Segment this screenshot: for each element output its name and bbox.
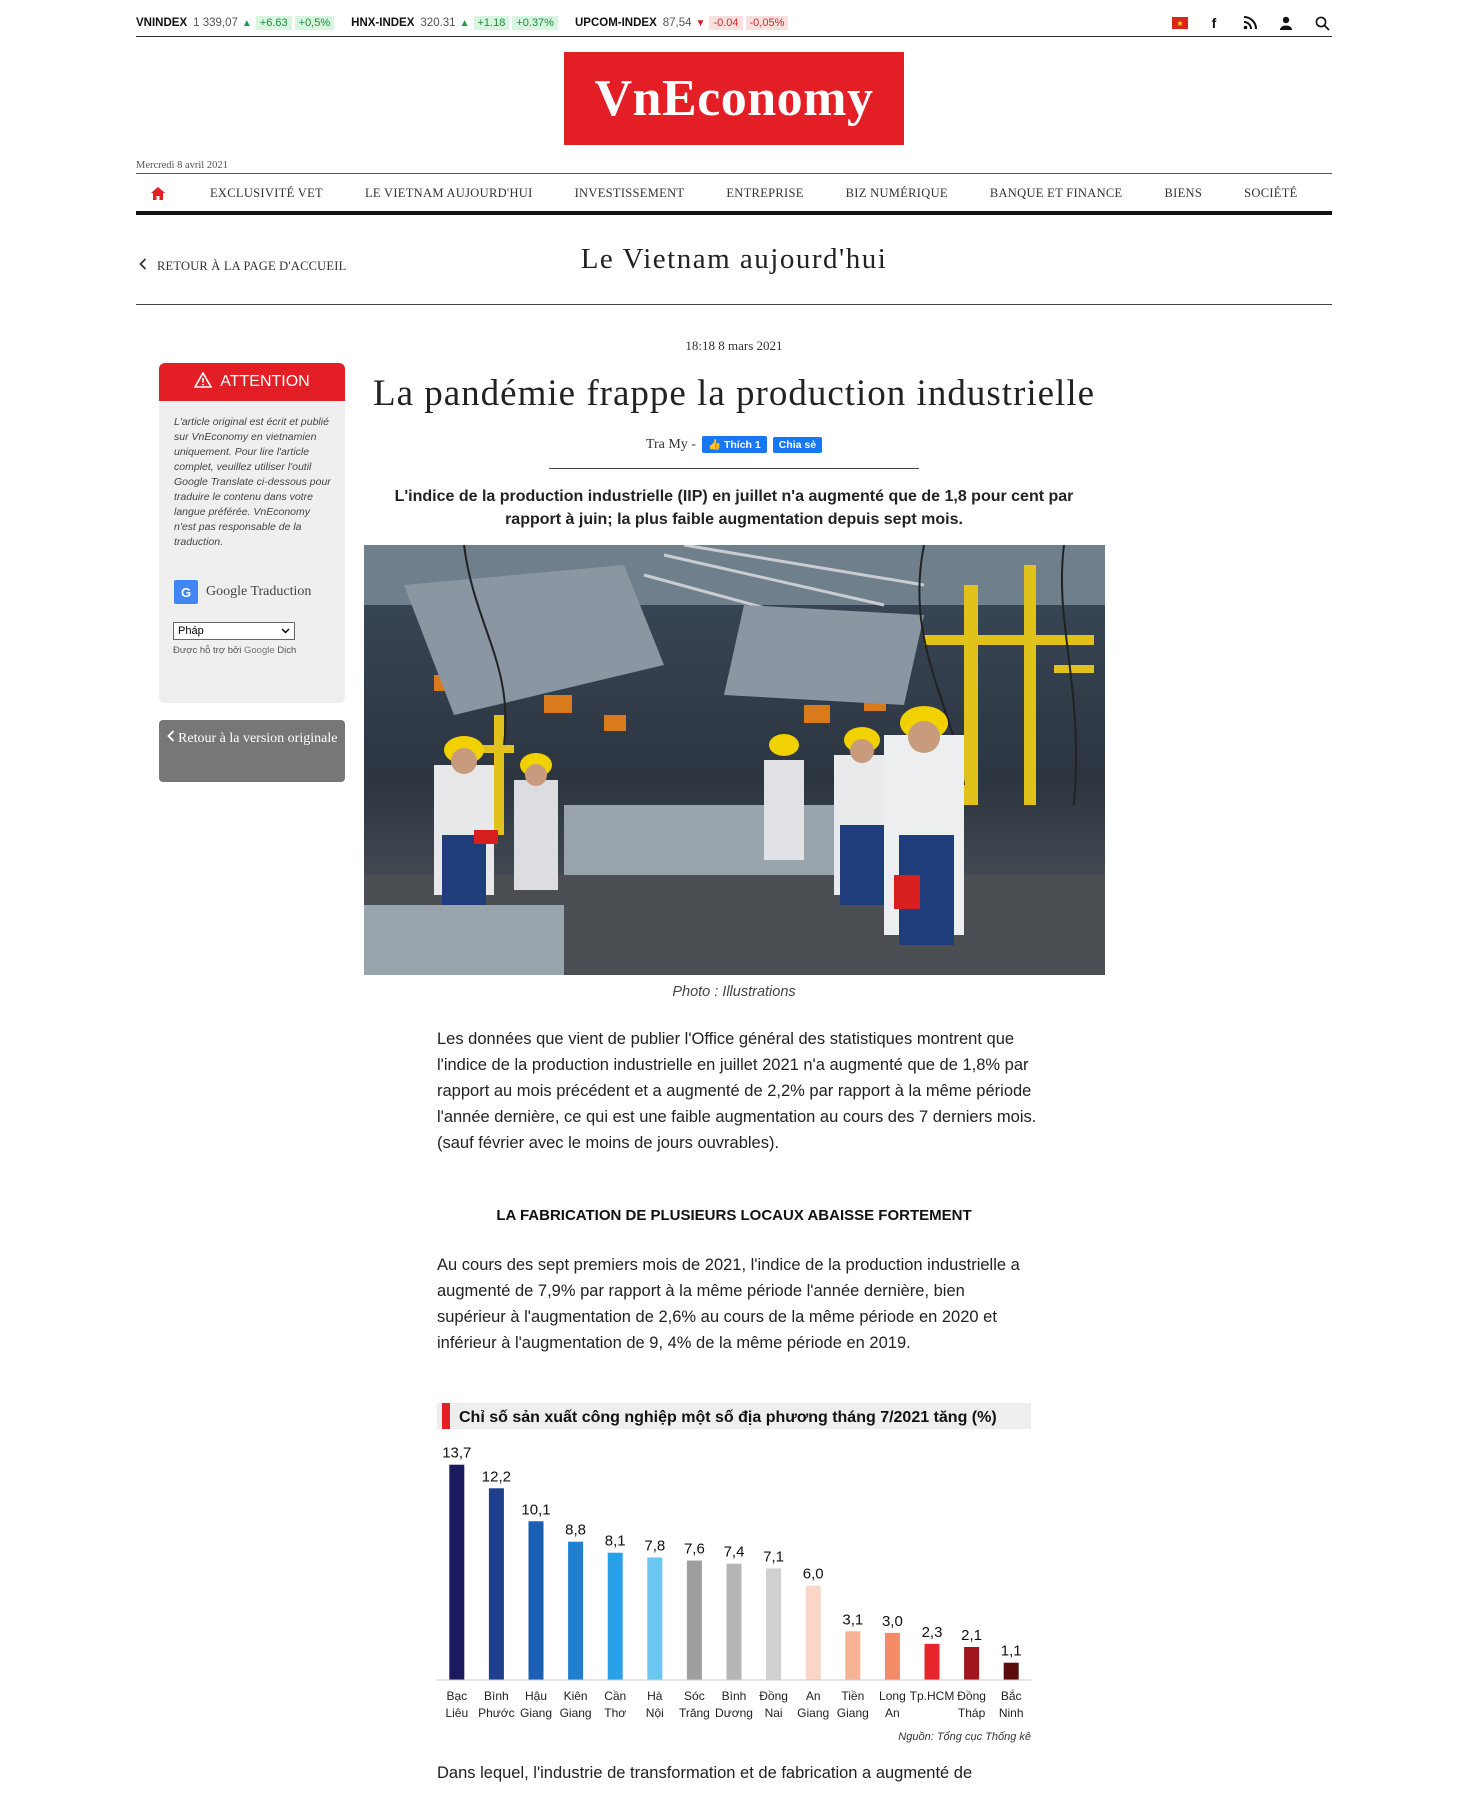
chart-value-label: 6,0 [802,1565,824,1583]
chart-bar [964,1647,979,1680]
chart-category-label: Cần [604,1689,627,1703]
article-lead: L'indice de la production industrielle (IIP) en juillet n'a augmenté que de 1,8 pour cent par rapport à juin; la plus faible augmentation depuis sept mois. [394,488,1074,528]
vietnam-flag-icon[interactable]: ★ [1172,17,1188,29]
chart-value-label: 7,6 [683,1540,705,1558]
chart-category-label: Giang [559,1706,592,1720]
warning-icon [194,372,212,393]
ticker-vnindex[interactable]: VNINDEX 1 339,07 ▲ +6.63 +0,5% [136,16,337,30]
chart-category-label: Nội [645,1706,664,1720]
divider [136,304,1332,305]
chart-bar [449,1465,464,1680]
chart-category-label: Long [879,1689,906,1703]
chart-category-label: Phước [478,1706,515,1720]
author-name[interactable]: Tra My - [645,436,696,452]
chart-value-label: 8,8 [565,1521,587,1539]
divider [136,173,1332,174]
section-title: Le Vietnam aujourd'hui [580,243,888,275]
chevron-down-icon [281,625,290,637]
powered-by-google[interactable]: Được hỗ trợ bởi Google Dịch [173,645,297,656]
chart-category-label: Đồng [759,1689,788,1703]
chart-bar [727,1564,742,1680]
chart-value-label: 13,7 [442,1444,472,1462]
chart-bar [529,1521,544,1680]
chevron-left-icon [167,731,179,746]
chart-category-label: Hậu [524,1689,548,1703]
language-select[interactable]: Pháp [173,622,295,640]
chart-category-label: Bình [484,1689,509,1703]
back-to-original-button[interactable]: Retour à la version originale [159,720,345,782]
divider [136,36,1332,37]
chart-category-label: Tiền [841,1689,865,1703]
chart-source: Nguồn: Tổng cục Thống kê [898,1731,1031,1743]
chart-category-label: Bắc [1000,1689,1022,1703]
user-icon[interactable] [1276,13,1296,33]
back-to-home-link[interactable]: RETOUR À LA PAGE D'ACCUEIL [139,258,346,274]
chart-category-label: An [805,1689,821,1703]
chart-category-label: Giang [836,1706,869,1720]
article-subheading: LA FABRICATION DE PLUSIEURS LOCAUX ABAISSE FORTEMENT [496,1207,972,1224]
chart-category-label: An [885,1706,900,1720]
chart-value-label: 3,0 [881,1612,903,1630]
nav-item-societe[interactable]: SOCIÉTÉ [1244,185,1298,200]
chart-category-label: Giang [797,1706,830,1720]
current-date: Mercredi 8 avril 2021 [136,160,228,171]
rss-icon[interactable] [1240,13,1260,33]
chart-value-label: 2,1 [961,1627,983,1644]
chart-value-label: 1,1 [1000,1642,1022,1660]
google-translate-widget: G Google Traduction [174,580,345,604]
facebook-icon[interactable]: f [1211,15,1217,31]
chart-bar [1004,1663,1019,1680]
article-title: La pandémie frappe la production industrielle [372,373,1096,414]
nav-item-vietnam-aujourdhui[interactable]: LE VIETNAM AUJOURD'HUI [364,185,533,200]
arrow-down-icon: ▼ [695,17,706,29]
chart-bar [806,1586,821,1680]
chart-canvas [437,1400,1037,1745]
chart-title: Chỉ số sản xuất công nghiệp một số địa phương tháng 7/2021 tăng (%) [459,1409,997,1426]
market-ticker [136,8,1332,38]
chart-category-label: Sóc [684,1689,705,1703]
chart-bar [766,1568,781,1680]
chart-bar [925,1644,940,1680]
home-icon[interactable] [136,187,180,200]
chart-category-label: Dương [715,1706,753,1720]
chart-category-label: Ninh [998,1706,1024,1720]
chart-bar [568,1542,583,1680]
iip-bar-chart [437,1400,1037,1745]
chart-category-label: Tháp [957,1706,986,1720]
arrow-up-icon: ▲ [459,17,470,29]
nav-item-entreprise[interactable]: ENTREPRISE [726,185,804,200]
chart-value-label: 7,8 [644,1537,666,1555]
article-photo[interactable] [364,545,1105,975]
photo-caption: Photo : Illustrations [672,984,796,1000]
facebook-share-button[interactable]: Chia sẻ [773,437,822,453]
article-date: 18:18 8 mars 2021 [685,338,783,353]
article-paragraph: Les données que vient de publier l'Office général des statistiques montrent que l'indice de la production industrielle en juillet 2021 n'a augmenté que de 1,8% par rapport au mois précédent et a augmenté de 2,2% par rapport à la même période l'année dernière, ce qui est une faible augmentation au cours des 7 derniers mois. (sauf février avec le moins de jours ouvrables). [437,1030,1037,1152]
chart-value-label: 10,1 [521,1501,551,1519]
chart-value-label: 3,1 [842,1611,864,1629]
chart-title-marker [442,1403,450,1429]
divider [549,468,919,469]
ticker-upcom-index[interactable]: UPCOM-INDEX 87,54 ▼ -0.04 -0,05% [575,16,791,30]
ticker-hnx-index[interactable]: HNX-INDEX 320.31 ▲ +1.18 +0.37% [351,16,561,30]
chart-bar [687,1561,702,1680]
chart-bar [489,1488,504,1680]
chart-category-label: Thơ [604,1706,627,1720]
article-paragraph: Au cours des sept premiers mois de 2021, l'indice de la production industrielle a augmenté de 7,9% par rapport à la même période l'année dernière, bien supérieur à l'augmentation de 2,6% au cours de la même période en 2020 et inférieur à l'augmentation de 9, 4% de la même période en 2019. [437,1256,1020,1352]
chart-category-label: Bạc [446,1689,468,1703]
arrow-up-icon: ▲ [241,17,252,29]
nav-item-biens[interactable]: BIENS [1164,185,1203,200]
chart-value-label: 7,1 [763,1548,785,1566]
google-translate-icon: G [174,580,198,604]
byline [0,436,1468,453]
attention-box [159,363,345,703]
chart-category-label: Đồng [957,1689,986,1703]
facebook-like-button[interactable]: 👍 Thích 1 [702,436,767,453]
site-logo[interactable]: VnEconomy [564,52,904,145]
nav-item-investissement[interactable]: INVESTISSEMENT [574,185,685,200]
divider [136,211,1332,215]
chart-category-label: Nai [764,1706,783,1720]
chart-category-label: Hà [647,1689,663,1703]
chart-value-label: 12,2 [481,1468,512,1486]
chart-category-label: Tp.HCM [909,1689,955,1703]
chart-category-label: Bình [721,1689,747,1703]
chart-category-label: Giang [519,1706,553,1720]
nav-item-banque-finance[interactable]: BANQUE ET FINANCE [989,185,1123,200]
nav-item-biz-numerique[interactable]: BIZ NUMÉRIQUE [845,185,948,200]
chart-value-label: 7,4 [723,1543,745,1561]
article-paragraph: Dans lequel, l'industrie de transformation et de fabrication a augmenté de [437,1764,973,1782]
chart-bar [608,1553,623,1680]
header-icons [1172,13,1332,33]
attention-text: L'article original est écrit et publié sur VnEconomy en vietnamien uniquement. Pour lire l'article complet, veuillez utiliser l'outil Google Translate ci-dessous pour traduire le contenu dans votre langue préférée. VnEconomy n'est pas responsable de la traduction. [174,416,331,548]
chart-value-label: 2,3 [921,1623,943,1641]
chart-category-label: Trăng [678,1706,710,1720]
chart-category-label: Kiên [563,1689,588,1703]
attention-header: ATTENTION [159,363,345,401]
chart-bar [845,1631,860,1680]
nav-item-exclusivite[interactable]: EXCLUSIVITÉ VET [210,185,323,200]
main-nav [136,176,1332,210]
chart-bar [885,1633,900,1680]
chart-bar [647,1557,662,1680]
chart-value-label: 8,1 [604,1532,626,1550]
search-icon[interactable] [1312,13,1332,33]
chart-category-label: Liêu [445,1706,469,1720]
